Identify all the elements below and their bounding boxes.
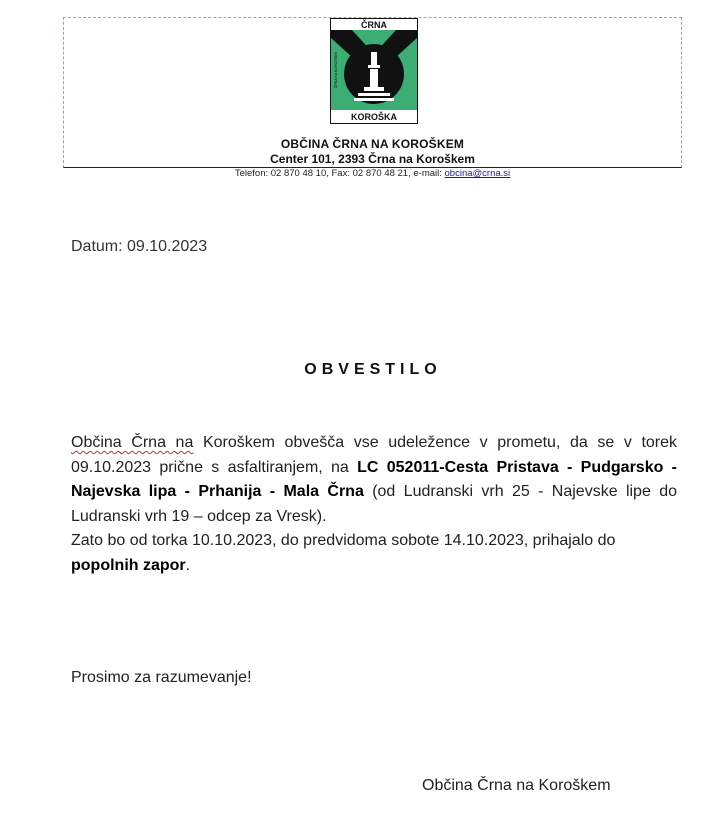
road-name-bold: LC 052011-Cesta Pristava - Pudgarsko - Najevska lipa - Prhanija - Mala Črna bbox=[71, 458, 677, 500]
paragraph-text: Koroškem obvešča vse udeležence v prometu, da se v torek 09.10.2023 prične s asfaltiranjem, na bbox=[71, 434, 678, 476]
logo-side-text: ČRNA NA KOROŠKEM bbox=[334, 51, 338, 89]
contact-line bbox=[63, 168, 682, 179]
logo-top-text: ČRNA bbox=[361, 20, 387, 30]
contact-text: Telefon: 02 870 48 10, Fax: 02 870 48 21, e-mail: bbox=[234, 168, 445, 179]
closure-bold: popolnih zapor bbox=[71, 556, 186, 574]
email-link[interactable]: obcina@crna.si bbox=[444, 168, 511, 179]
logo-bottom-text: KOROŠKA bbox=[350, 112, 398, 122]
paragraph-text: . bbox=[185, 556, 191, 574]
closing-line: Prosimo za razumevanje! bbox=[71, 669, 252, 686]
organization-address: Center 101, 2393 Črna na Koroškem bbox=[270, 152, 475, 166]
organization-name: OBČINA ČRNA NA KOROŠKEM bbox=[280, 137, 465, 151]
paragraph-text: (od Ludranski vrh 25 - Najevske lipe do Ludranski vrh 19 – odcep za Vresk). bbox=[71, 483, 678, 525]
notice-paragraph-1 bbox=[71, 431, 677, 529]
signature: Občina Črna na Koroškem bbox=[422, 777, 611, 794]
document-date: Datum: 09.10.2023 bbox=[71, 238, 208, 255]
notice-paragraph-2 bbox=[71, 529, 677, 578]
paragraph-text: Zato bo od torka 10.10.2023, do predvidoma sobote 14.10.2023, prihajalo do bbox=[71, 532, 616, 549]
notice-body bbox=[71, 431, 677, 578]
document-title: OBVESTILO bbox=[304, 361, 442, 378]
spellcheck-underlined-text: Občina Črna na bbox=[71, 434, 194, 451]
municipality-crest-logo bbox=[330, 18, 418, 124]
